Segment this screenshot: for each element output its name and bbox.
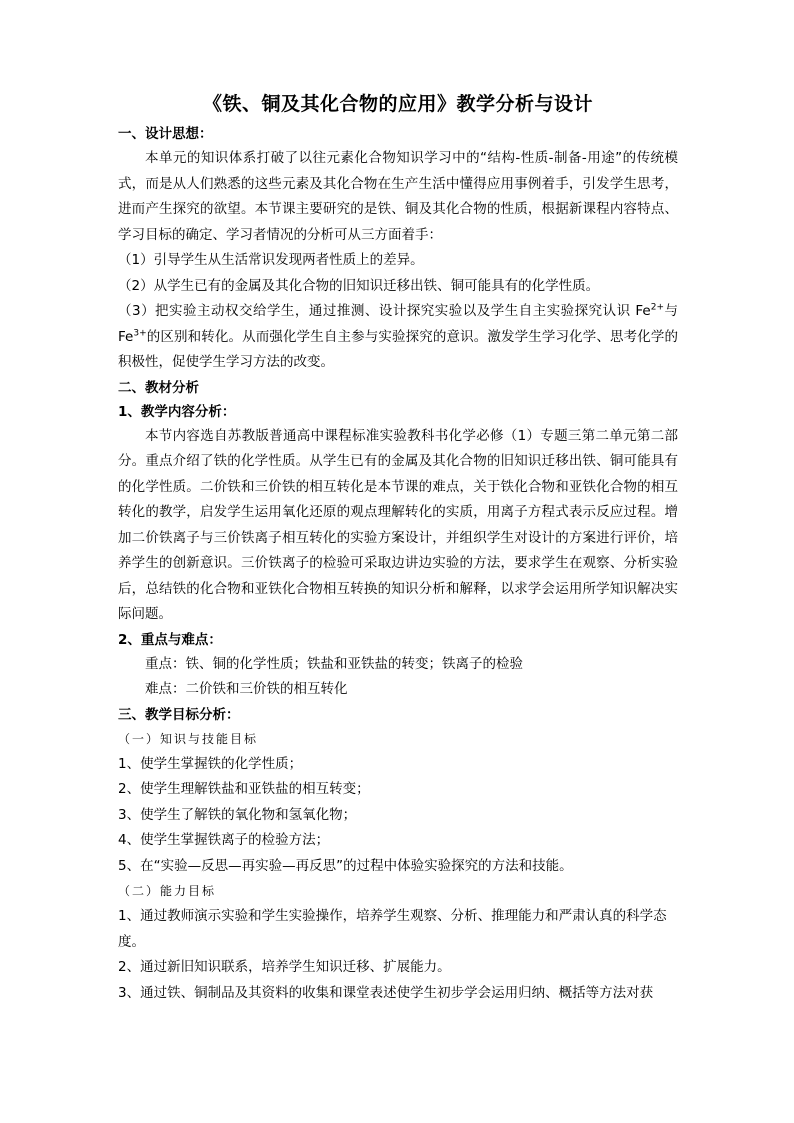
document-title: 《铁、铜及其化合物的应用》教学分析与设计 [202,93,593,115]
list-item: （1）引导学生从生活常识发现两者性质上的差异。 [118,252,424,268]
list-item: 2、通过新旧知识联系，培养学生知识迁移、扩展能力。 [118,959,451,975]
list-item: 4、使学生掌握铁离子的检验方法； [118,832,330,848]
section-design-idea [118,122,678,376]
list-item: 1、通过教师演示实验和学生实验操作，培养学生观察、分析、推理能力和严肃认真的科学态度。 [118,908,667,950]
list-item: 5、在“实验—反思—再实验—再反思”的过程中体验实验探究的方法和技能。 [118,857,573,874]
goal-group-heading: （一）知识与技能目标 [118,731,259,746]
text-run: 与 Fe [118,303,679,345]
text-run: （3）把实验主动权交给学生，通过推测、设计探究实验以及学生自主实验探究认识 Fe [118,303,651,319]
section-heading: 一、设计思想： [118,126,213,142]
subsection-heading: 2、重点与难点： [118,631,222,648]
section-textbook-analysis [118,376,678,703]
section-heading: 二、教材分析 [118,379,199,396]
list-item: 1、使学生掌握铁的化学性质； [118,755,303,772]
superscript: 3+ [133,328,147,338]
goal-group-heading: （二）能力目标 [118,884,217,898]
paragraph-content-analysis: 本节内容选自苏教版普通高中课程标准实验教科书化学必修（1）专题三第二单元第二部分。重点介绍了铁的化学性质。从学生已有的金属及其化合物的旧知识迁移出铁、铜可能具有的化学性质。二价铁和三价铁的相互转化是本节课的难点，关于铁化合物和亚铁化合物的相互转化的教学，启发学生运用氧化还原的观点理解转化的实质，用离子方程式表示反应过程。增加二价铁离子与三价铁离子相互转化的实验方案设计，并组织学生对设计的方案进行评价，培养学生的创新意识。三价铁离子的检验可采取边讲边实验的方法，要求学生在观察、分析实验后，总结铁的化合物和亚铁化合物相互转换的知识分析和解释，以求学会运用所学知识解决实际问题。 [118,427,678,622]
list-item: （2）从学生已有的金属及其化合物的旧知识迁移出铁、铜可能具有的化学性质。 [118,277,600,294]
list-item: 2、使学生理解铁盐和亚铁盐的相互转变； [118,781,370,797]
section-teaching-goals [118,703,678,1007]
list-item: 3、使学生了解铁的氧化物和氢氧化物； [118,806,357,823]
list-item [118,299,678,376]
text-run: 的区别和转化。从而强化学生自主参与实验探究的意识。激发学生学习化学、思考化学的积极性，促使学生学习方法的改变。 [118,328,678,370]
paragraph-intro: 本单元的知识体系打破了以往元素化合物知识学习中的“结构-性质-制备-用途”的传统模式，而是从人们熟悉的这些元素及其化合物在生产生活中懂得应用事例着手，引发学生思考，进而产生探究的欲望。本节课主要研究的是铁、铜及其化合物的性质，根据新课程内容特点、学习目标的确定、学习者情况的分析可从三方面着手： [118,150,678,243]
document-page [118,92,678,1006]
key-point: 重点：铁、铜的化学性质；铁盐和亚铁盐的转变；铁离子的检验 [145,655,523,672]
subsection-heading: 1、教学内容分析： [118,403,236,420]
superscript: 2+ [650,302,665,313]
difficulty-point: 难点：二价铁和三价铁的相互转化 [145,681,348,697]
list-item: 3、通过铁、铜制品及其资料的收集和课堂表述使学生初步学会运用归纳、概括等方法对获 [118,984,654,1001]
section-heading: 三、教学目标分析： [118,706,240,723]
